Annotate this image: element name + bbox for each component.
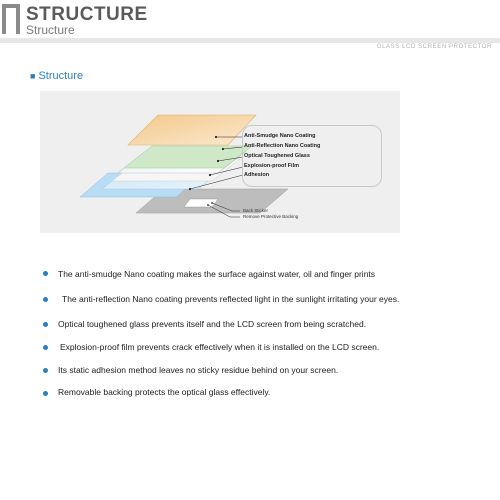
remove-backing-label: Remove Protective Backing [243, 214, 299, 219]
layer-label: Adhesion [244, 172, 270, 178]
feature-bullet: Optical toughened glass prevents itself and the LCD screen from being scratched. [58, 319, 367, 329]
header-logo-box [2, 4, 20, 34]
bullet-dot-icon [43, 271, 48, 276]
feature-bullet: Explosion-proof film prevents crack effectively when it is installed on the LCD screen. [60, 342, 380, 352]
page-title: STRUCTURE [26, 4, 148, 25]
product-tag: GLASS LCD SCREEN PROTECTOR [376, 44, 492, 50]
bullet-dot-icon [43, 391, 48, 396]
feature-bullet: The anti-smudge Nano coating makes the surface against water, oil and finger prints [58, 269, 376, 279]
layer-label: Anti-Reflection Nano Coating [244, 143, 321, 149]
layer-label: Anti-Smudge Nano Coating [244, 133, 316, 139]
bullet-dot-icon [43, 345, 48, 350]
square-bullet-icon: ■ [30, 71, 36, 81]
header-divider [0, 38, 500, 43]
back-sticker-label: Back Sticker [243, 208, 269, 213]
bullet-dot-icon [43, 297, 48, 302]
anti-smudge-layer [128, 115, 256, 145]
feature-bullet: The anti-reflection Nano coating prevents reflected light in the sunlight irritating your eyes. [62, 294, 400, 304]
bullet-dot-icon [43, 322, 48, 327]
section-heading [30, 70, 83, 82]
layer-label: Explosion-proof Film [244, 163, 299, 169]
feature-bullet: Removable backing protects the optical glass effectively. [58, 387, 271, 397]
bullet-dot-icon [43, 368, 48, 373]
feature-bullet: Its static adhesion method leaves no sticky residue behind on your screen. [58, 365, 339, 375]
page-subtitle: Structure [26, 23, 75, 37]
section-title-text: Structure [38, 70, 84, 82]
layer-label: Optical Toughened Glass [244, 153, 310, 159]
